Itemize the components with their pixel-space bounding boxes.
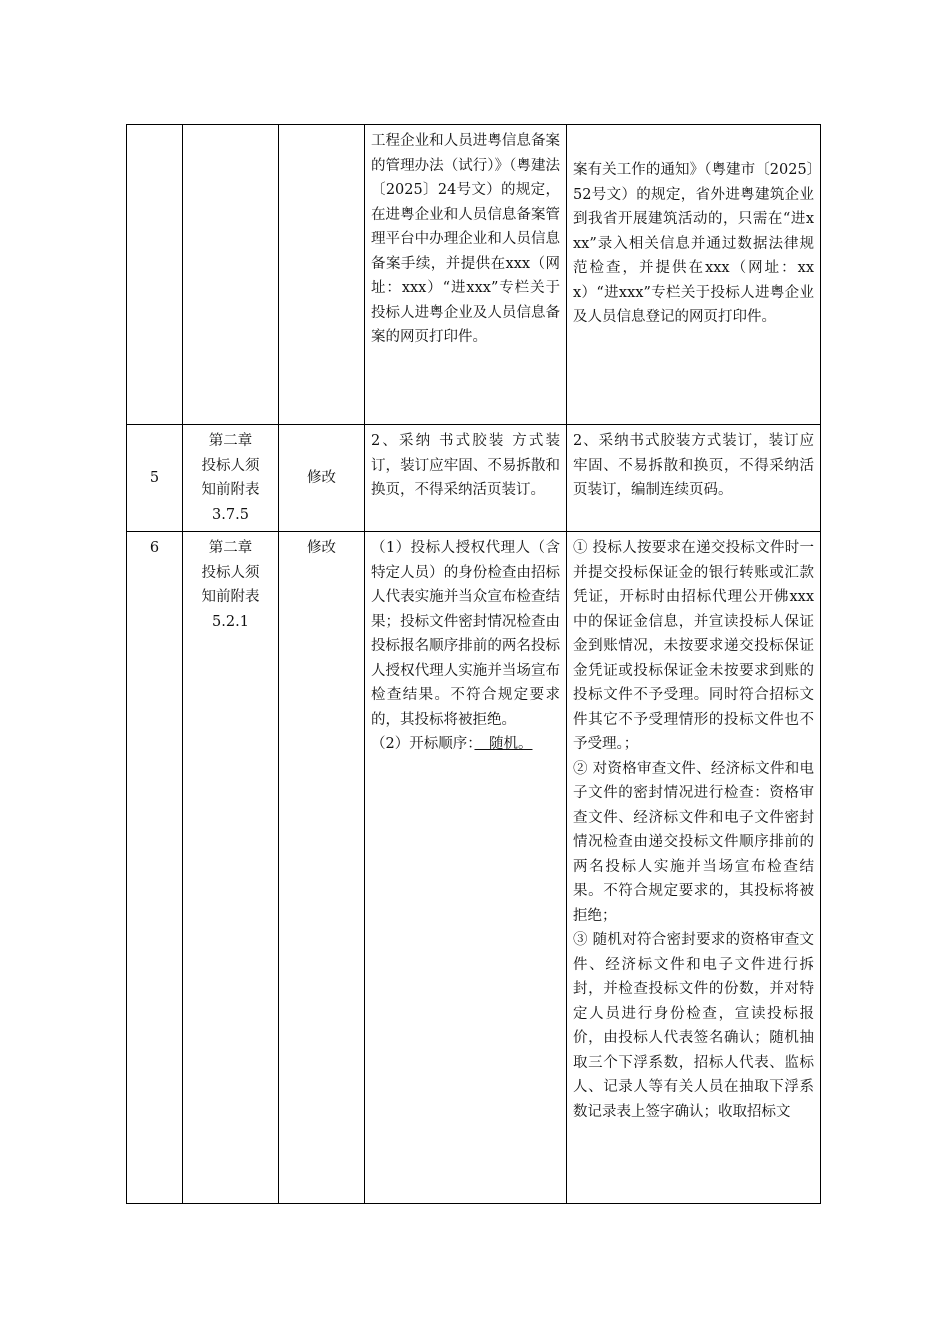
change-type-cell: 修改 bbox=[279, 425, 365, 532]
revised-paragraph: ② 对资格审查文件、经济标文件和电子文件的密封情况进行检查：资格审查文件、经济标文件和电子文件密封情况检查由递交投标文件顺序排前的两名投标人实施并当场宣布检查结果。不符合规定要求的，其投标将被拒绝； bbox=[573, 760, 814, 924]
opening-order-label: （2）开标顺序： bbox=[371, 736, 475, 752]
chapter-cell bbox=[183, 425, 279, 532]
original-text-cell bbox=[365, 125, 567, 425]
chapter-line: 知前附表 bbox=[201, 589, 260, 605]
row-number-cell: 5 bbox=[127, 425, 183, 532]
original-text-cell bbox=[365, 425, 567, 532]
chapter-line: 知前附表 bbox=[201, 482, 260, 498]
chapter-line: 投标人须 bbox=[201, 457, 260, 474]
original-text: 2、采纳 书式胶装 方式装订，装订应牢固、不易拆散和换页，不得采纳活页装订。 bbox=[371, 433, 560, 498]
change-type-cell bbox=[279, 125, 365, 425]
chapter-cell bbox=[183, 125, 279, 425]
chapter-line: 3.7.5 bbox=[212, 506, 249, 523]
chapter-cell bbox=[183, 532, 279, 1204]
revised-text-cell bbox=[567, 532, 821, 1204]
table-row bbox=[127, 425, 821, 532]
revised-text: 2、采纳书式胶装方式装订，装订应牢固、不易拆散和换页，不得采纳活页装订，编制连续页码。 bbox=[573, 433, 814, 498]
original-paragraph bbox=[371, 732, 560, 757]
opening-order-value: 随机。 bbox=[474, 736, 533, 752]
original-text: 工程企业和人员进粤信息备案的管理办法（试行）》（粤建法〔2025〕24号文）的规定，在进粤企业和人员信息备案管理平台中办理企业和人员信息备案手续，并提供在xxx（网址：xxx）“进xxx”专栏关于投标人进粤企业及人员信息备案的网页打印件。 bbox=[371, 133, 560, 345]
row-number-cell bbox=[127, 125, 183, 425]
revised-text: 案有关工作的通知》（粤建市〔2025〕52号文）的规定，省外进粤建筑企业到我省开展建筑活动的，只需在“进xxx”录入相关信息并通过数据法律规范检查，并提供在xxx（网址：xxx）“进xxx”专栏关于投标人进粤企业及人员信息登记的网页打印件。 bbox=[573, 162, 814, 325]
revised-paragraph: ① 投标人按要求在递交投标文件时一并提交投标保证金的银行转账或汇款凭证，开标时由招标代理公开佛xxx中的保证金信息，并宣读投标人保证金到账情况，未按要求递交投标保证金凭证或投标保证金未按要求到账的投标文件不予受理。同时符合招标文件其它不予受理情形的投标文件也不予受理。； bbox=[573, 540, 814, 752]
chapter-line: 第二章 bbox=[208, 433, 253, 449]
chapter-line: 投标人须 bbox=[201, 564, 260, 581]
table-row bbox=[127, 532, 821, 1204]
chapter-line: 5.2.1 bbox=[212, 613, 249, 630]
original-text-cell bbox=[365, 532, 567, 1204]
revised-text-cell bbox=[567, 425, 821, 532]
row-number-cell: 6 bbox=[127, 532, 183, 1204]
change-type-cell: 修改 bbox=[279, 532, 365, 1204]
amendment-table bbox=[126, 124, 821, 1204]
table-row bbox=[127, 125, 821, 425]
revised-paragraph: ③ 随机对符合密封要求的资格审查文件、经济标文件和电子文件进行拆封，并检查投标文件的份数，并对特定人员进行身份检查，宣读投标报价，由投标人代表签名确认；随机抽取三个下浮系数，招标人代表、监标人、记录人等有关人员在抽取下浮系数记录表上签字确认；收取招标文 bbox=[573, 932, 814, 1120]
original-paragraph: （1）投标人授权代理人（含特定人员）的身份检查由招标人代表实施并当众宣布检查结果；投标文件密封情况检查由投标报名顺序排前的两名投标人授权代理人实施并当场宣布检查结果。不符合规定要求的，其投标将被拒绝。 bbox=[371, 540, 560, 728]
chapter-line: 第二章 bbox=[208, 540, 253, 556]
revised-text-cell bbox=[567, 125, 821, 425]
